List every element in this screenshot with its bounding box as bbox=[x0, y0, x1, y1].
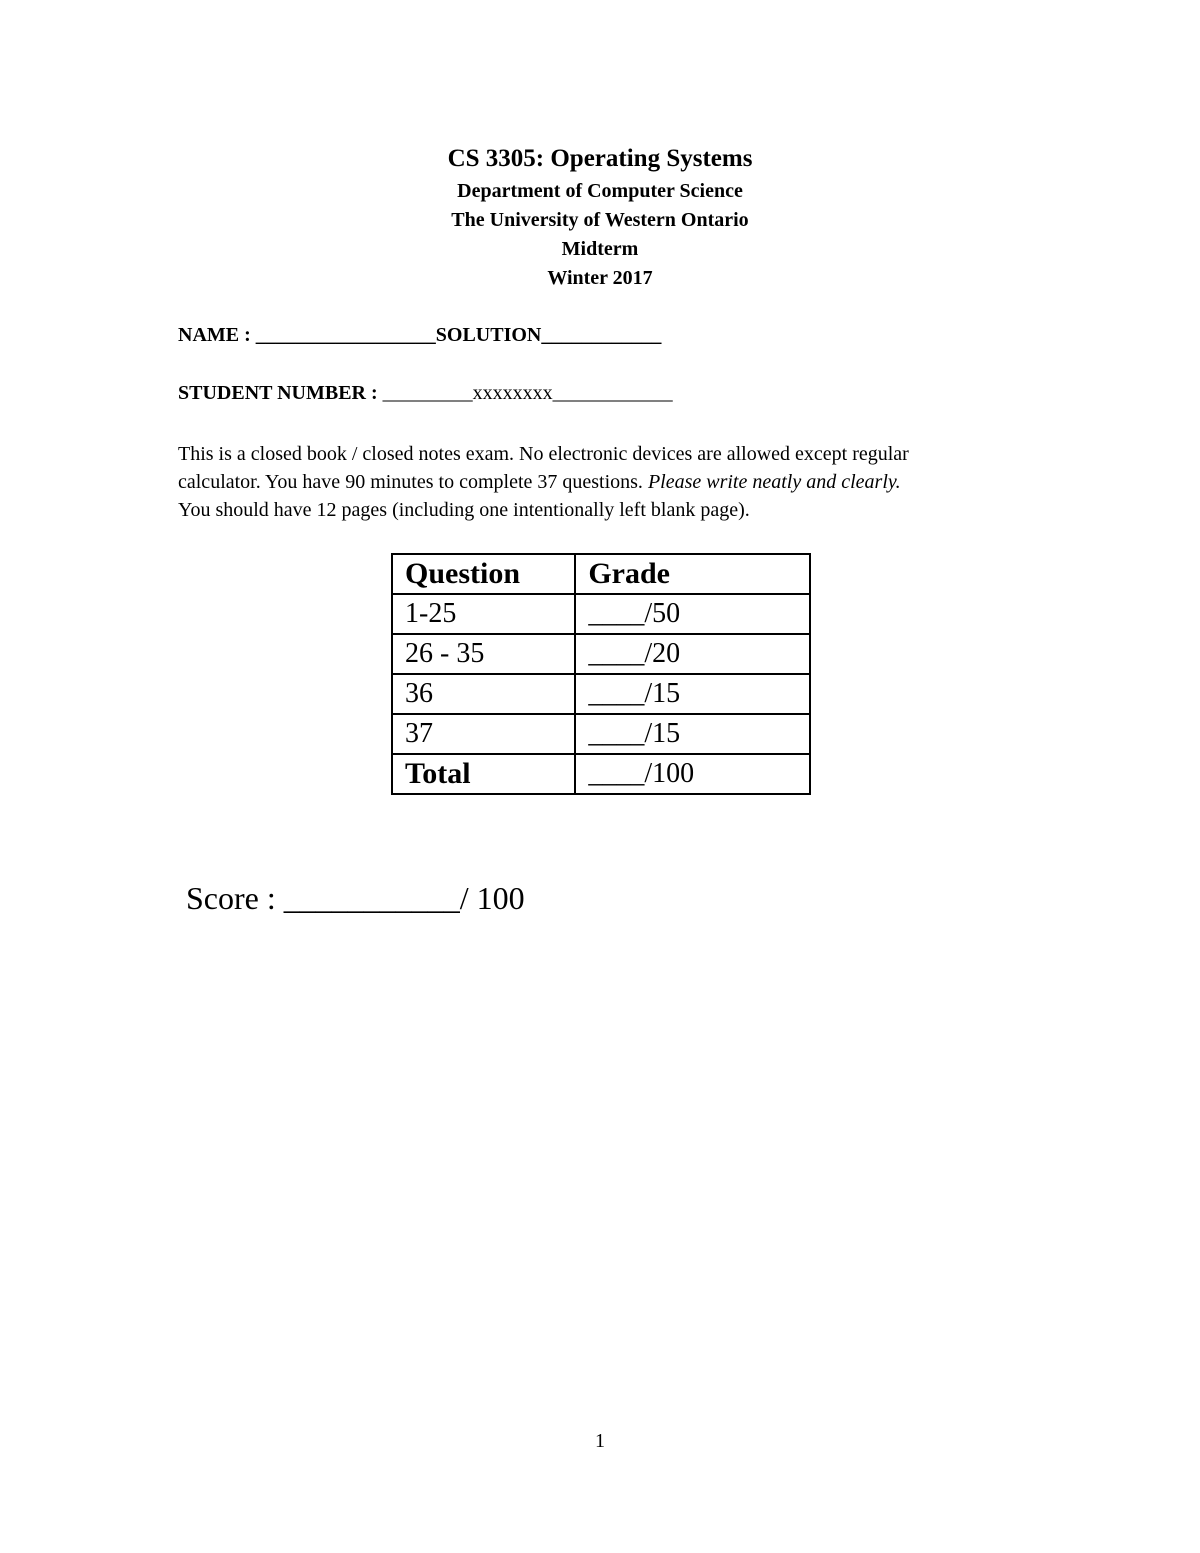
total-row bbox=[392, 754, 810, 794]
grade-table bbox=[391, 553, 811, 795]
grade-cell: ____/50 bbox=[575, 594, 810, 634]
question-column-header: Question bbox=[392, 554, 575, 594]
name-value: SOLUTION bbox=[435, 324, 542, 346]
instructions-line-2 bbox=[178, 468, 1058, 496]
grade-cell: ____/20 bbox=[575, 634, 810, 674]
department-name: Department of Computer Science bbox=[457, 180, 743, 202]
student-number-prefix-line: _________ bbox=[382, 382, 473, 404]
question-cell: 26 - 35 bbox=[392, 634, 575, 674]
grade-cell: ____/15 bbox=[575, 674, 810, 714]
question-cell: 1-25 bbox=[392, 594, 575, 634]
exam-header bbox=[0, 141, 1200, 293]
university-name: The University of Western Ontario bbox=[451, 209, 749, 231]
student-number-value: xxxxxxxx bbox=[472, 382, 553, 404]
name-label: NAME : bbox=[178, 324, 256, 346]
total-label: Total bbox=[392, 754, 575, 794]
name-field bbox=[178, 324, 661, 347]
name-prefix-line: __________________ bbox=[255, 324, 436, 346]
grade-cell: ____/15 bbox=[575, 714, 810, 754]
table-row bbox=[392, 594, 810, 634]
question-cell: 36 bbox=[392, 674, 575, 714]
student-number-field bbox=[178, 382, 673, 405]
question-cell: 37 bbox=[392, 714, 575, 754]
table-row bbox=[392, 634, 810, 674]
exam-type: Midterm bbox=[561, 238, 639, 260]
page-number: 1 bbox=[595, 1430, 605, 1452]
total-grade-cell: ____/100 bbox=[575, 754, 810, 794]
student-number-suffix-line: ____________ bbox=[552, 382, 673, 404]
student-number-label: STUDENT NUMBER : bbox=[178, 382, 383, 404]
instructions-emphasis: Please write neatly and clearly. bbox=[647, 471, 901, 493]
name-suffix-line: ____________ bbox=[541, 324, 662, 346]
instructions-line-1: This is a closed book / closed notes exam. No electronic devices are allowed except regular bbox=[178, 443, 909, 465]
instructions-line-2-text: calculator. You have 90 minutes to complete 37 questions. bbox=[178, 471, 648, 493]
course-title: CS 3305: Operating Systems bbox=[447, 145, 753, 172]
instructions-line-3: You should have 12 pages (including one intentionally left blank page). bbox=[178, 499, 750, 521]
score-line: Score : ___________/ 100 bbox=[186, 880, 525, 916]
exam-term: Winter 2017 bbox=[547, 267, 653, 289]
table-row bbox=[392, 714, 810, 754]
table-row bbox=[392, 674, 810, 714]
grade-table-header-row bbox=[392, 554, 810, 594]
grade-column-header: Grade bbox=[575, 554, 810, 594]
exam-instructions bbox=[178, 440, 1058, 524]
